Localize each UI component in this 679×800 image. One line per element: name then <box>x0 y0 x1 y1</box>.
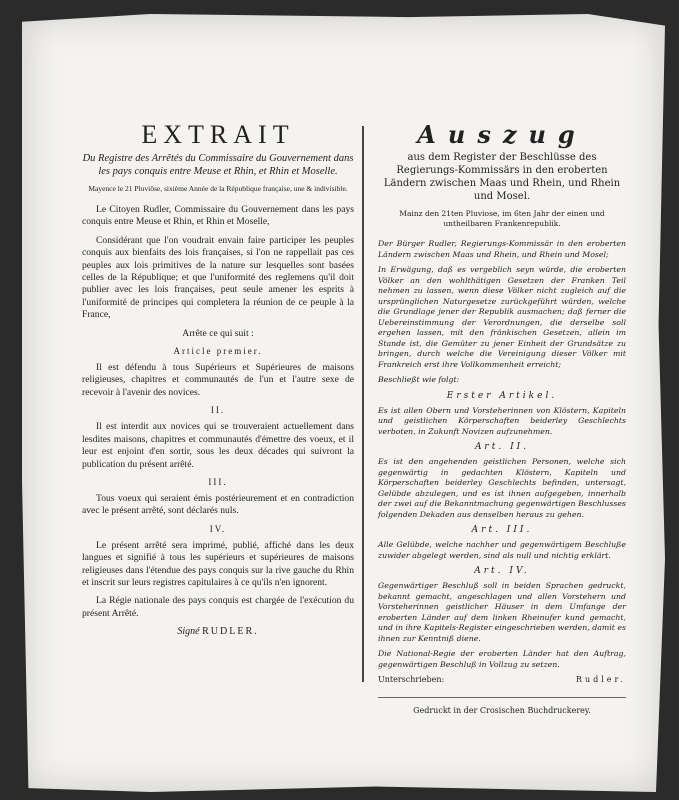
german-signer: Rudler. <box>575 675 626 684</box>
german-printer-note: Gedruckt in der Crosischen Buchdruckerey. <box>413 706 591 715</box>
german-signature <box>378 675 626 684</box>
french-para-2: Considérant que l'on voudrait envain faire participer les peuples conquis aux bienfaits des lois françaises, si l'on ne rappellait pas ces peuples aux lois primitives de la nature sur lesquelles sont basées celles de la République; et que l'uniformité des reglemens qu'il doit publier avec les lois françaises, peut seule amener les esprits à l'uniformité de principes qui completera la réunion de ce peuple à la France, <box>82 234 354 321</box>
french-article-1-heading: Article premier. <box>173 346 263 357</box>
french-article-5: La Régie nationale des pays conquis est chargée de l'exécution du présent Arrêté. <box>82 595 354 619</box>
french-article-3: Tous voeux qui seraient émis postérieurement et en contradiction avec le présent arrêté, sont déclarés nuls. <box>82 492 354 517</box>
french-article-4-heading: IV. <box>209 523 227 534</box>
french-article-2-heading: II. <box>210 405 226 416</box>
german-article-1-heading: Erster Artikel. <box>446 390 558 401</box>
french-date: Mayence le 21 Pluviôse, sixième Année de la République française, une & indivisible. <box>88 184 348 193</box>
german-subtitle: aus dem Register der Beschlüsse des Regierungs-Kommissärs in den eroberten Ländern zwischen Maas und Rhein, und Rhein und Mosel. <box>383 152 621 202</box>
footer-rule <box>378 697 626 698</box>
french-signature <box>82 626 354 637</box>
german-column <box>378 120 626 684</box>
french-signed-label: Signé <box>177 626 200 638</box>
german-article-4: Gegenwärtiger Beschluß soll in beiden Sprachen gedruckt, bekannt gemacht, angeschlagen und allen Vorstehern und Vorsteherinnen geistlicher Häuser in dem Umfange der eroberten Länder auf dem linken Rheinufer kund gemacht, und in ihre Kapitels-Register eingeschrieben werden, damit es ihnen zur Kenntniß diene. <box>378 581 627 643</box>
french-signer: RUDLER. <box>202 626 259 638</box>
german-date: Mainz den 21ten Pluviose, im 6ten Jahr der einen und untheilbaren Frankenrepublik. <box>399 209 605 228</box>
german-article-2-heading: Art. II. <box>474 442 530 452</box>
french-article-4: Le présent arrêté sera imprimé, publié, affiché dans les deux langues et signifié à tous les supérieurs et supérieures de maisons religieuses dans l'étendue des pays conquis sur la rive gauche du Rhin et inscrit sur leurs registres capitulaires à ce qu'ils n'en ignorent. <box>82 539 354 588</box>
german-article-3: Alle Gelübde, welche nachher und gegenwärtigem Beschluße zuwider abgelegt werden, sind als null und nichtig erklärt. <box>378 540 626 560</box>
german-title: Auszug <box>417 120 587 149</box>
german-article-1: Es ist allen Obern und Vorsteherinnen von Klöstern, Kapiteln und geistlichen Körperschaften beiderley Geschlechts verboten, in Zukunft Novizen aufzunehmen. <box>378 405 626 436</box>
german-article-4-heading: Art. IV. <box>474 566 530 576</box>
french-para-1: Le Citoyen Rudler, Commissaire du Gouvernement dans les pays conquis entre Meuse et Rhin, et Rhin et Moselle, <box>82 204 354 228</box>
french-article-1: Il est défendu à tous Supérieurs et Supérieures de maisons religieuses, chapitres et communautés de l'un et l'autre sexe de recevoir à l'avenir des novices. <box>82 362 354 398</box>
german-para-3: Beschließt wie folgt: <box>378 375 460 384</box>
german-para-2: In Erwägung, daß es vergeblich seyn würde, die eroberten Völker an den wohlthätigen Gesetzen der Franken Teil nehmen zu lassen, wenn diese Völker nicht zugleich auf die ursprünglichen Naturgesetze zurückgeführt würden, welche die Grundlage jener der Republik ausmachen; daß ferner die Uebereinstimmung der Verordnungen, die derselbe soll ergehen lassen, mit den fränkischen Gesetzen, allein im Stande ist, die Gemüter zu jener Einheit der Grundsätze zu bringen, durch welche die Vereinigung dieser Völker mit Frankreich erst ihre Vollkommenheit erreicht; <box>378 265 626 369</box>
french-article-2: Il est interdit aux novices qui se trouveraient actuellement dans lesdites maisons, chapitres et communautés d'émettre des voeux, et il leur est enjoint d'en sortir, sous les deux décades qui suivront la publication du présent arrêté. <box>82 421 354 470</box>
column-divider <box>362 126 364 682</box>
french-subtitle: Du Registre des Arrêtés du Commissaire du Gouvernement dans les pays conquis entre Meuse et Rhin, et Rhin et Moselle. <box>82 153 354 177</box>
german-article-3-heading: Art. III. <box>471 525 533 535</box>
french-article-3-heading: III. <box>208 476 228 487</box>
german-article-2: Es ist den angehenden geistlichen Personen, welche sich gegenwärtig in gedachten Klöstern, Kapiteln und Körperschaften beiderley Geschlechts befinden, untersagt, Gelübde abzulegen, und es ist ihnen aufgegeben, innerhalb der zwei auf die Bekanntmachung gegenwärtigen Beschlusses folgenden Dekaden aus denselben heraus zu gehen. <box>378 457 626 519</box>
french-para-3: Arrête ce qui suit : <box>182 327 254 339</box>
french-title: EXTRAIT <box>141 120 295 149</box>
german-article-5: Die National-Regie der eroberten Länder hat den Auftrag, gegenwärtigen Beschluß in Vollzug zu setzen. <box>378 649 626 669</box>
german-para-1: Der Bürger Rudler, Regierungs-Kommissär in den eroberten Ländern zwischen Maas und Rhein, und Rhein und Mosel; <box>378 239 626 259</box>
french-column <box>82 120 354 637</box>
german-signed-label: Unterschrieben: <box>378 675 445 684</box>
